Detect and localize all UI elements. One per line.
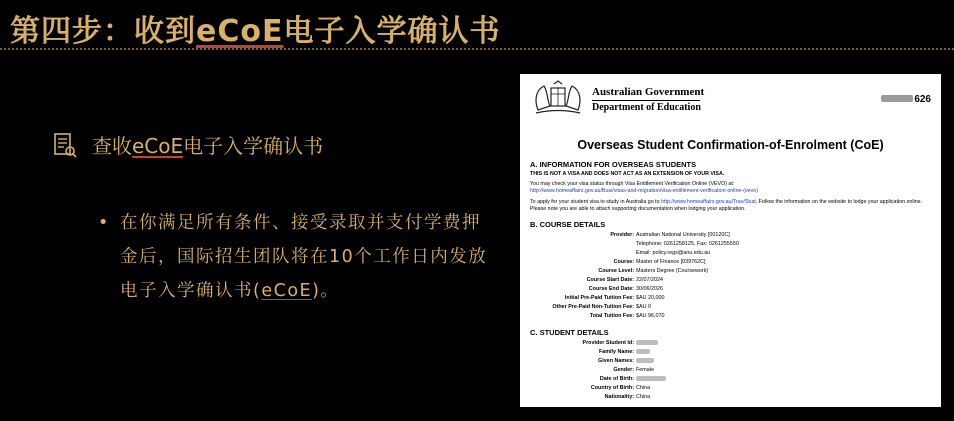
title-prefix: 第四步：收到 — [10, 14, 196, 49]
subheading-text: 查收eCoE电子入学确认书 — [92, 134, 324, 158]
bullet-text: 在你满足所有条件、接受录取并支付学费押金后，国际招生团队将在10个工作日内发放电子入学确认书(eCoE)。 — [120, 213, 488, 301]
subheading — [52, 130, 323, 159]
slide-title — [10, 6, 500, 50]
bullet-point — [98, 206, 498, 308]
apply-link[interactable]: http://www.homeaffairs.gov.au/Trav/Stud — [661, 199, 756, 205]
visa-warning: THIS IS NOT A VISA AND DOES NOT ACT AS AN EXTENSION OF YOUR VISA. — [530, 171, 725, 177]
vevo-paragraph: You may check your visa status through Visa Entitlement Verification Online (VEVO) at: http://www.homeaffairs.gov.au/Busi/visas-and-migration/visa-entitlement-verification-online-(vevo) — [530, 181, 758, 194]
vevo-link[interactable]: http://www.homeaffairs.gov.au/Busi/visas-and-migration/visa-entitlement-verification-online-(vevo) — [530, 187, 758, 194]
redaction — [636, 358, 654, 363]
government-name: Australian Government — [592, 86, 705, 98]
bullet-dot: • — [98, 213, 110, 233]
apply-paragraph: To apply for your student visa to study in Australia go to http://www.homeaffairs.gov.au/Trav/Stud. Follow the information on the website to lodge your application online. Please note you are able to attach supporting documentation when lodging your application. — [530, 199, 923, 212]
coe-number: 626 — [881, 94, 931, 105]
redaction — [881, 95, 913, 102]
redaction — [636, 349, 650, 354]
section-c-heading: C. STUDENT DETAILS — [530, 328, 609, 337]
title-suffix: 电子入学确认书 — [283, 14, 501, 49]
redaction — [636, 340, 658, 345]
section-b-heading: B. COURSE DETAILS — [530, 220, 606, 229]
ecoe-document-image: Australian Government Department of Education 626 Overseas Student Confirmation-of-Enrolment (CoE) A. INFORMATION FOR OVERSEAS STUDENTS THIS IS NOT A VISA AND DOES NOT ACT AS AN EXTENSION OF YOUR VISA. You may check your visa status through Visa Entitlement Verification Online (VEVO) at: http://www.homeaffairs.gov.au/Busi/visas-and-migration/visa-entitlement-verification-online-(vevo) To apply for your student visa to study in Australia go to http://www.homeaffairs.gov.au/Trav/Stud. Follow the information on the website to lodge your application online. Please note you are able to attach supporting documentation when lodging your application. B. COURSE DETAILS Provider: Australian National University [00120C] Telephone: 0261258125, Fax: 0261255550 Email: policy.regs@anu.edu.au Course: Master of Finance [039762C] Course Level: Masters Degree (Coursework) Course Start Date: 22/07/2024 Course End Date: 30/06/2026 Initial Pre-Paid Tuition Fee: $AU 20,000 Other Pre-Paid Non-Tuition Fee: $AU 0 Total Tuition Fee: $AU 96,070 C. STUDENT DETAILS Provider Student Id: Family Name: Given Names: Gender: Female Date of Birth: Country of Birth: China Nationality: China — [520, 74, 941, 407]
document-heading: Overseas Student Confirmation-of-Enrolment (CoE) — [577, 138, 884, 152]
header-rule — [592, 100, 700, 101]
department-name: Department of Education — [592, 102, 701, 113]
title-highlight: eCoE — [196, 14, 284, 49]
document-icon — [52, 132, 78, 158]
title-divider — [0, 48, 954, 50]
section-a-heading: A. INFORMATION FOR OVERSEAS STUDENTS — [530, 160, 697, 169]
coat-of-arms-icon — [530, 80, 586, 118]
redaction — [636, 376, 666, 381]
